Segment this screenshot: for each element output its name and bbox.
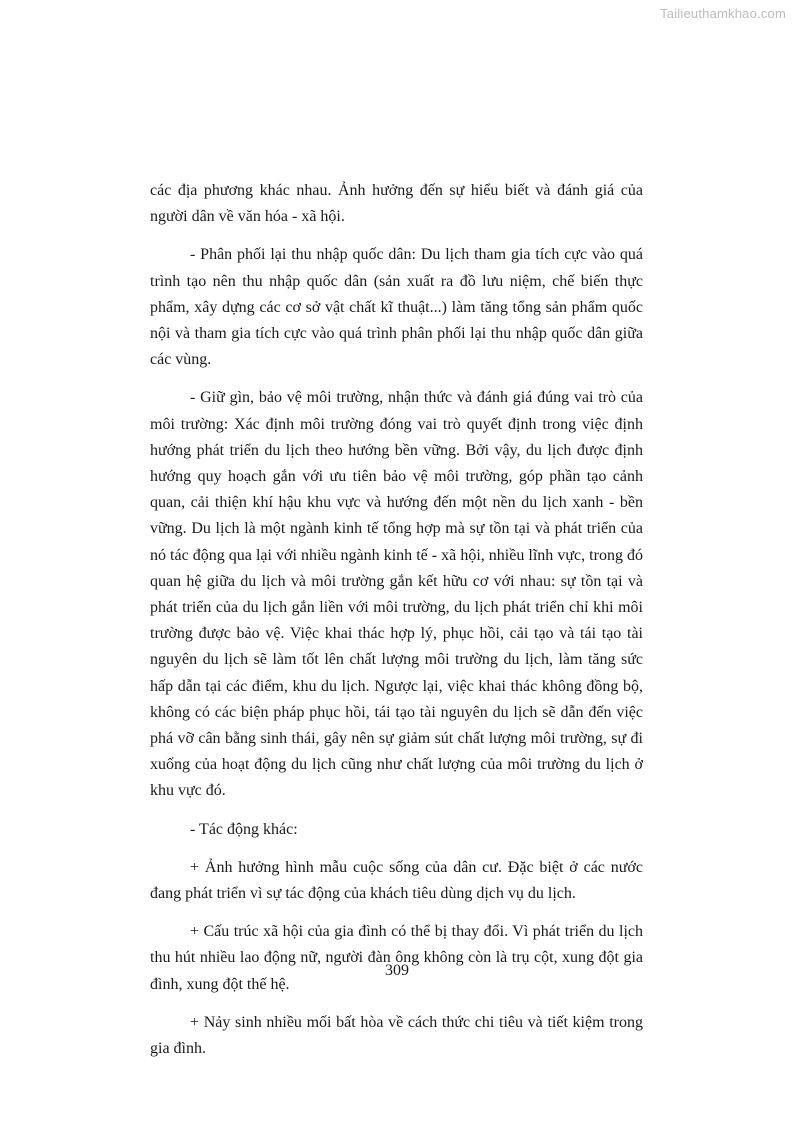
paragraph-income-redistribution: - Phân phối lại thu nhập quốc dân: Du lịch tham gia tích cực vào quá trình tạo nên thu nhập quốc dân (sản xuất ra đồ lưu niệm, chế biến thực phẩm, xây dựng các cơ sở vật chất kĩ thuật...) làm tăng tổng sản phẩm quốc nội và tham gia tích cực vào quá trình phân phối lại thu nhập quốc dân giữa các vùng.	[150, 246, 643, 369]
paragraph-family-structure: + Cấu trúc xã hội của gia đình có thể bị thay đổi. Vì phát triển du lịch thu hút nhiều lao động nữ, người đàn ông không còn là trụ cột, xung đột gia đình, xung đột thế hệ.	[150, 923, 643, 993]
page-number: 309	[385, 962, 409, 979]
page-body	[150, 178, 643, 1074]
paragraph-lifestyle-impact: + Ảnh hưởng hình mẫu cuộc sống của dân cư. Đặc biệt ở các nước đang phát triển vì sự tác động của khách tiêu dùng dịch vụ du lịch.	[150, 858, 643, 903]
paragraph-spending-conflict: + Nảy sinh nhiều mối bất hòa về cách thức chi tiêu và tiết kiệm trong gia đình.	[150, 1013, 643, 1058]
paragraph-other-impacts-heading: - Tác động khác:	[190, 820, 298, 838]
paragraph-continuation: các địa phương khác nhau. Ảnh hưởng đến sự hiểu biết và đánh giá của người dân về văn hóa - xã hội.	[150, 182, 643, 226]
paragraph-environment: - Giữ gìn, bảo vệ môi trường, nhận thức và đánh giá đúng vai trò của môi trường: Xác định môi trường đóng vai trò quyết định trong việc định hướng phát triển du lịch theo hướng bền vững. Bởi vậy, du lịch được định hướng quy hoạch gắn với ưu tiên bảo vệ môi trường, góp phần tạo cảnh quan, cải thiện khí hậu khu vực và hướng đến một nền du lịch xanh - bền vững. Du lịch là một ngành kinh tế tổng hợp mà sự tồn tại và phát triển của nó tác động qua lại với nhiều ngành kinh tế - xã hội, nhiều lĩnh vực, trong đó quan hệ giữa du lịch và môi trường gắn kết hữu cơ với nhau: sự tồn tại và phát triển của du lịch gắn liền với môi trường, du lịch phát triển chỉ khi môi trường được bảo vệ. Việc khai thác hợp lý, phục hồi, cải tạo và tái tạo tài nguyên du lịch sẽ làm tốt lên chất lượng môi trường du lịch, làm tăng sức hấp dẫn tại các điểm, khu du lịch. Ngược lại, việc khai thác không đồng bộ, không có các biện pháp phục hồi, tái tạo tài nguyên du lịch sẽ dẫn đến việc phá vỡ cân bằng sinh thái, gây nên sự giảm sút chất lượng môi trường, sự đi xuống của hoạt động du lịch cũng như chất lượng của môi trường du lịch ở khu vực đó.	[150, 389, 643, 800]
watermark: Tailieuthamkhao.com	[660, 6, 786, 21]
